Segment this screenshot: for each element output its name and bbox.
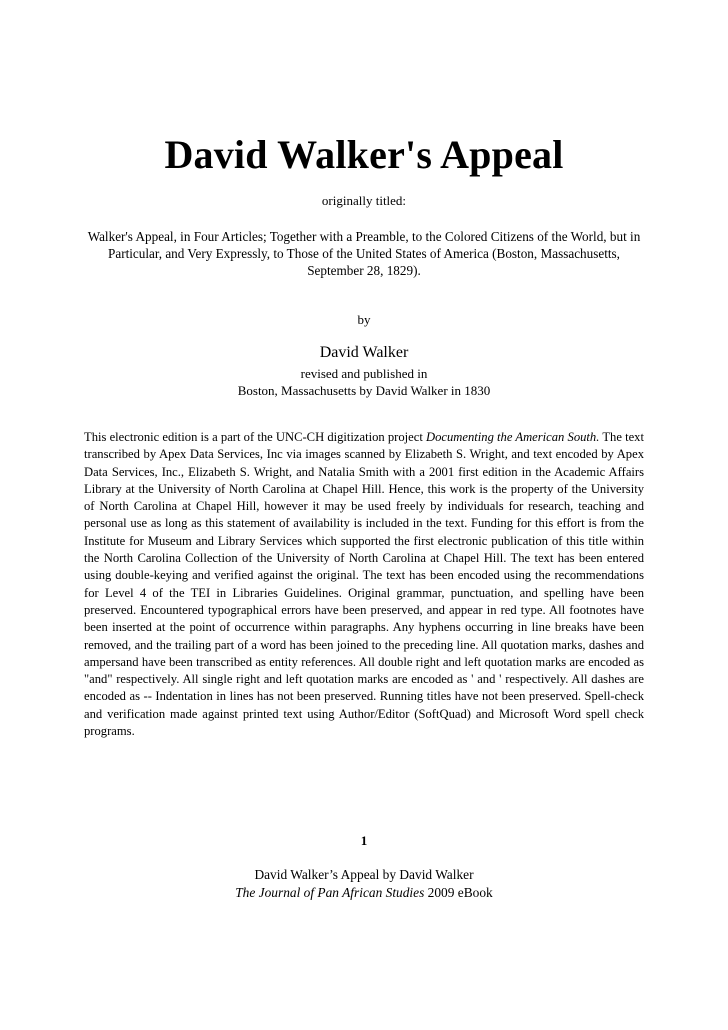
footer-line-2 xyxy=(0,884,728,902)
page-footer xyxy=(0,866,728,902)
journal-suffix: 2009 eBook xyxy=(424,885,493,900)
availability-notice xyxy=(84,429,644,740)
author-name: David Walker xyxy=(319,344,409,361)
notice-intro: This electronic edition is a part of the UNC-CH digitization project xyxy=(84,430,427,444)
revision-line-2: Boston, Massachusetts by David Walker in 1830 xyxy=(237,383,491,398)
footer-line-1: David Walker’s Appeal by David Walker xyxy=(254,867,474,882)
notice-body: The text transcribed by Apex Data Services, Inc via images scanned by Elizabeth S. Wright, and text encoded by Apex Data Services, Inc., Elizabeth S. Wright, and Natalia Smith with a 2001 first edition in the Academic Affairs Library at the University of North Carolina at Chapel Hill. Hence, this work is the property of the University of North Carolina at Chapel Hill, however it may be used freely by individuals for research, teaching and personal use as long as this statement of availability is included in the text. Funding for this effort is from the Institute for Museum and Library Services which supported the first electronic publication of this title within the North Carolina Collection of the University of North Carolina at Chapel Hill. The text has been entered using double-keying and verified against the original. The text has been encoded using the recommendations for Level 4 of the TEI in Libraries Guidelines. Original grammar, punctuation, and spelling have been preserved. Encountered typographical errors have been preserved, and appear in red type. All footnotes have been inserted at the point of occurrence within paragraphs. Any hyphens occurring in line breaks have been removed, and the trailing part of a word has been joined to the preceding line. All quotation marks, dashes and ampersand have been transcribed as entity references. All double right and left quotation marks are encoded as "and" respectively. All single right and left quotation marks are encoded as ' and ' respectively. All dashes are encoded as -- Indentation in lines has not been preserved. Running titles have not been preserved. Spell-check and verification made against printed text using Author/Editor (SoftQuad) and Microsoft Word spell check programs. xyxy=(84,430,644,739)
original-full-title: Walker's Appeal, in Four Articles; Together with a Preamble, to the Colored Citizens of the World, but in Particular, and Very Expressly, to Those of the United States of America (Boston, Massachusetts, September 28, 1829). xyxy=(87,229,641,278)
project-name: Documenting the American South. xyxy=(426,430,600,444)
revision-note xyxy=(0,365,728,399)
by-label: by xyxy=(357,312,371,327)
revision-line-1: revised and published in xyxy=(300,366,428,381)
page-number: 1 xyxy=(360,833,368,848)
journal-name: The Journal of Pan African Studies xyxy=(235,885,425,900)
document-title: David Walker's Appeal xyxy=(164,132,564,177)
originally-titled-label: originally titled: xyxy=(321,193,407,208)
